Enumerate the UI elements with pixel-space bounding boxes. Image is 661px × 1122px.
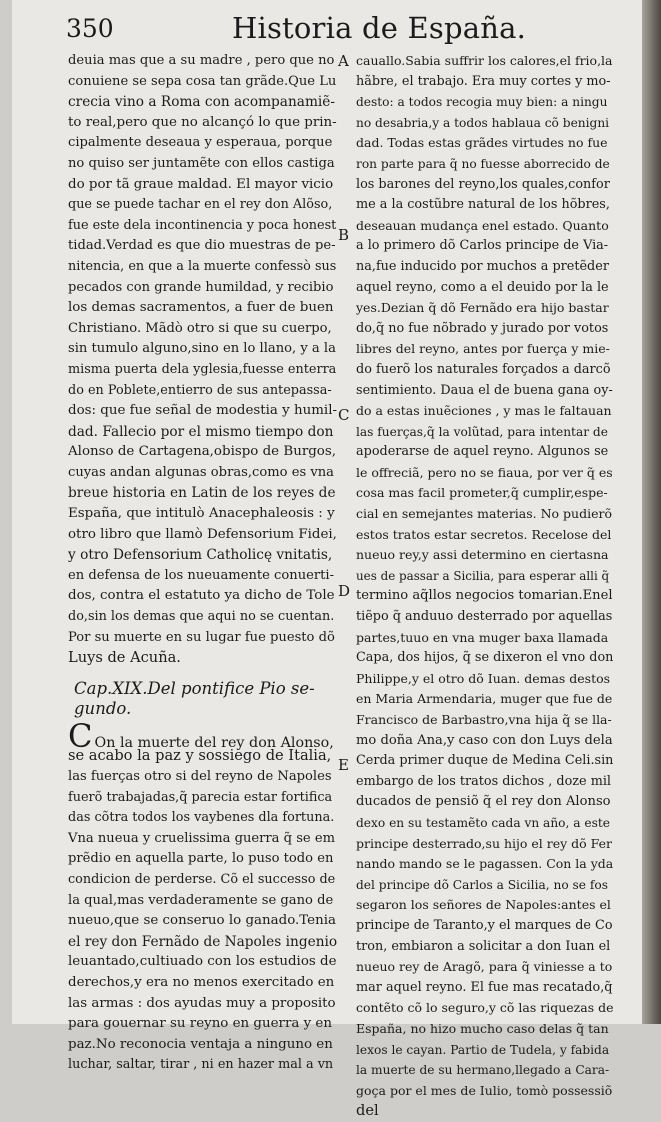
text-line: das cõtra todos los vaybenes dla fortuna. — [68, 810, 335, 826]
text-line: embargo de los tratos dichos , doze mil — [356, 773, 612, 789]
text-line: cosa mas facil prometer,q̃ cumplir,espe- — [356, 485, 608, 501]
text-line: en Maria Armendaria, muger que fue de — [356, 691, 613, 707]
text-line: se acabo la paz y sossiego de Italia, — [68, 747, 332, 765]
text-line: mar aquel reyno. El fue mas recatado,q̃ — [356, 979, 613, 995]
text-line: Francisco de Barbastro,vna hija q̃ se lla- — [356, 712, 612, 727]
text-line: paz.No reconocia ventaja a ninguno en — [68, 1036, 333, 1052]
text-line: libres del reyno, antes por fuerça y mie- — [356, 341, 610, 357]
text-line: do por tã graue maldad. El mayor vicio — [68, 176, 334, 192]
text-line: dos: que fue señal de modestia y humil- — [68, 403, 337, 419]
text-line: no quiso ser juntamẽte con ellos castiga — [68, 155, 335, 171]
text-line: España, no hizo mucho caso delas q̃ tan — [356, 1020, 609, 1036]
text-line: las armas : dos ayudas muy a proposito — [68, 995, 336, 1011]
text-line-content: On la muerte del rey don Alonso, — [94, 734, 334, 751]
text-line: cuyas andan algunas obras,como es vna — [68, 464, 334, 480]
text-line: yes.Dezian q̃ dõ Fernãdo era hijo bastar — [356, 300, 609, 316]
text-line: del principe dõ Carlos a Sicilia, no se fos — [356, 877, 608, 892]
text-line: aquel reyno, como a el deuido por la le — [356, 279, 609, 295]
text-line: segaron los señores de Napoles:antes el — [356, 897, 611, 913]
text-line: fue este dela incontinencia y poca honest — [68, 217, 337, 233]
right-column-text — [356, 51, 612, 1122]
text-line: dad. Todas estas grãdes virtudes no fue — [356, 135, 608, 151]
page-edge — [642, 0, 661, 1024]
left-column-text — [68, 51, 336, 669]
text-line: deuia mas que a su madre , pero que no — [68, 53, 335, 68]
text-line: para gouernar su reyno en guerra y en — [68, 1016, 332, 1032]
text-line: misma puerta dela yglesia,fuesse enterra — [68, 361, 337, 377]
text-line: Philippe,y el otro dõ Iuan. demas destos — [356, 670, 611, 686]
text-line: condicion de perderse. Cõ el successo de — [68, 871, 336, 887]
text-line: nando mando se le pagassen. Con la yda — [356, 856, 614, 872]
text-line: nitencia, en que a la muerte confessò sus — [68, 258, 337, 274]
text-line: los demas sacramentos, a fuer de buen — [68, 300, 334, 316]
margin-letter-a: A — [338, 52, 349, 70]
text-line: na,fue inducido por muchos a pretẽder — [356, 258, 609, 274]
text-line: dos, contra el estatuto ya dicho de Tole — [68, 588, 335, 604]
text-line: el rey don Fernãdo de Napoles ingenio — [68, 933, 338, 950]
running-title: Historia de España. — [232, 11, 527, 45]
text-line: en defensa de los nueuamente conuerti- — [68, 567, 335, 583]
text-line: Cerda primer duque de Medina Celi.sin — [356, 753, 614, 769]
text-line: partes,tuuo en vna muger baxa llamada — [356, 629, 609, 645]
text-line: Alonso de Cartagena,obispo de Burgos, — [68, 444, 336, 460]
text-line: prẽdio en aquella parte, lo puso todo en — [68, 851, 334, 867]
text-line: tidad.Verdad es que dio muestras de pe- — [68, 238, 336, 254]
text-line: y otro Defensorium Catholicę vnitatis, — [68, 547, 333, 564]
text-line: ues de passar a Sicilia, para esperar alli q̃ — [356, 568, 610, 583]
text-line: Capa, dos hijos, q̃ se dixeron el vno don — [356, 650, 614, 666]
text-line: Christiano. Mãdò otro si que su cuerpo, — [68, 320, 332, 336]
left-column — [68, 51, 336, 1076]
text-line: no desabria,y a todos hablaua cõ benigni — [356, 115, 610, 130]
drop-cap: C — [68, 716, 93, 755]
text-line: la qual,mas verdaderamente se gano de — [68, 892, 334, 908]
text-line: Vna nueua y cruelissima guerra q̃ se em — [68, 830, 335, 846]
text-line: lexos le cayan. Partio de Tudela, y fabida — [356, 1042, 610, 1057]
text-line: nueuo,que se conseruo lo ganado.Tenia — [68, 913, 336, 929]
text-line: la muerte de su hermano,llegado a Cara- — [356, 1063, 610, 1078]
text-line: le offreciã, pero no se fiaua, por ver q̃ es — [356, 464, 613, 480]
text-line: do en Poblete,entierro de sus antepassa- — [68, 382, 332, 398]
chapter-heading: Cap.XIX.Del pontifice Pio se- gundo. — [74, 678, 315, 718]
text-line: crecia vino a Roma con acompanamiẽ- — [68, 94, 336, 111]
text-line: España, que intitulò Anacephaleosis : y — [68, 506, 335, 522]
text-line: desto: a todos recogia muy bien: a ningu — [356, 95, 608, 110]
text-line: do,q̃ no fue nõbrado y jurado por votos — [356, 320, 609, 336]
text-line: me a la costũbre natural de los hõbres, — [356, 197, 610, 213]
text-line: pecados con grande humildad, y recibio — [68, 279, 334, 295]
text-line: cauallo.Sabia suffrir los calores,el frio,la — [356, 53, 613, 68]
text-line: deseauan mudança enel estado. Quanto — [356, 217, 609, 233]
text-line — [68, 716, 336, 755]
text-line: principe de Taranto,y el marques de Co — [356, 917, 613, 933]
text-line: to real,pero que no alcançó lo que prin- — [68, 114, 337, 130]
chapter-text — [68, 716, 338, 1076]
text-line: tron, embiaron a solicitar a don Iuan el — [356, 938, 611, 954]
text-line: ron parte para q̃ no fuesse aborrecido de — [356, 156, 610, 171]
text-line: mo doña Ana,y caso con don Luys dela — [356, 732, 613, 748]
text-line: estos tratos estar secretos. Recelose del — [356, 526, 612, 542]
text-line: nueuo rey,y assi determino en ciertasna — [356, 547, 609, 563]
text-line: hãbre, el trabajo. Era muy cortes y mo- — [356, 73, 611, 89]
text-line: que se puede tachar en el rey don Alõso, — [68, 197, 333, 213]
text-line: cipalmente deseaua y esperaua, porque — [68, 135, 333, 151]
text-line: otro libro que llamò Defensorium Fidei, — [68, 526, 337, 542]
margin-letter-e: E — [338, 756, 349, 774]
text-line: derechos,y era no menos exercitado en — [68, 974, 335, 990]
text-line: las fuerças,q̃ la volũtad, para intentar de — [356, 424, 608, 439]
margin-letter-d: D — [338, 582, 351, 600]
text-line: Por su muerte en su lugar fue puesto dõ — [68, 629, 335, 645]
text-line: sin tumulo alguno,sino en lo llano, y a la — [68, 341, 336, 357]
text-line: Luys de Acuña. — [68, 649, 181, 667]
text-line: las fuerças otro si del reyno de Napoles — [68, 769, 332, 784]
text-line: contẽto cõ lo seguro,y cõ las riquezas de — [356, 1000, 614, 1016]
margin-letter-c: C — [338, 406, 350, 424]
text-line: nueuo rey de Aragõ, para q̃ viniesse a to — [356, 959, 613, 975]
text-line: ducados de pensiõ q̃ el rey don Alonso — [356, 794, 611, 810]
text-line: del — [356, 1102, 379, 1120]
text-line: tiẽpo q̃ anduuo desterrado por aquellas — [356, 609, 613, 625]
text-line: do fuerõ los naturales forçados a darcõ — [356, 361, 611, 377]
text-line: termino aq̃llos negocios tomarian.Enel — [356, 588, 613, 604]
right-column — [356, 51, 612, 1122]
text-line: dexo en su testamẽto cada vn año, a este — [356, 815, 610, 830]
text-line: los barones del reyno,los quales,confor — [356, 176, 610, 192]
text-line: breue historia en Latin de los reyes de — [68, 485, 336, 502]
text-line: conuiene se sepa cosa tan grãde.Que Lu — [68, 73, 337, 89]
text-line: sentimiento. Daua el de buena gana oy- — [356, 382, 613, 398]
text-line: principe desterrado,su hijo el rey dõ Fer — [356, 835, 613, 851]
margin-letter-b: B — [338, 226, 350, 244]
text-line: goça por el mes de Iulio, tomò possessiõ — [356, 1082, 613, 1098]
text-line: dad. Fallecio por el mismo tiempo don — [68, 423, 334, 440]
page-number: 350 — [66, 14, 114, 43]
text-line: apoderarse de aquel reyno. Algunos se — [356, 444, 609, 460]
text-line: do,sin los demas que aqui no se cuentan. — [68, 609, 335, 625]
text-line: fuerõ trabajadas,q̃ parecia estar fortifica — [68, 789, 333, 805]
text-line: do a estas inuẽciones , y mas le faltauan — [356, 403, 612, 419]
text-line: a lo primero dõ Carlos principe de Via- — [356, 238, 609, 254]
text-line: leuantado,cultiuado con los estudios de — [68, 954, 337, 970]
text-line: cial en semejantes materias. No pudierõ — [356, 506, 612, 522]
text-line: luchar, saltar, tirar , ni en hazer mal a vn — [68, 1057, 334, 1073]
